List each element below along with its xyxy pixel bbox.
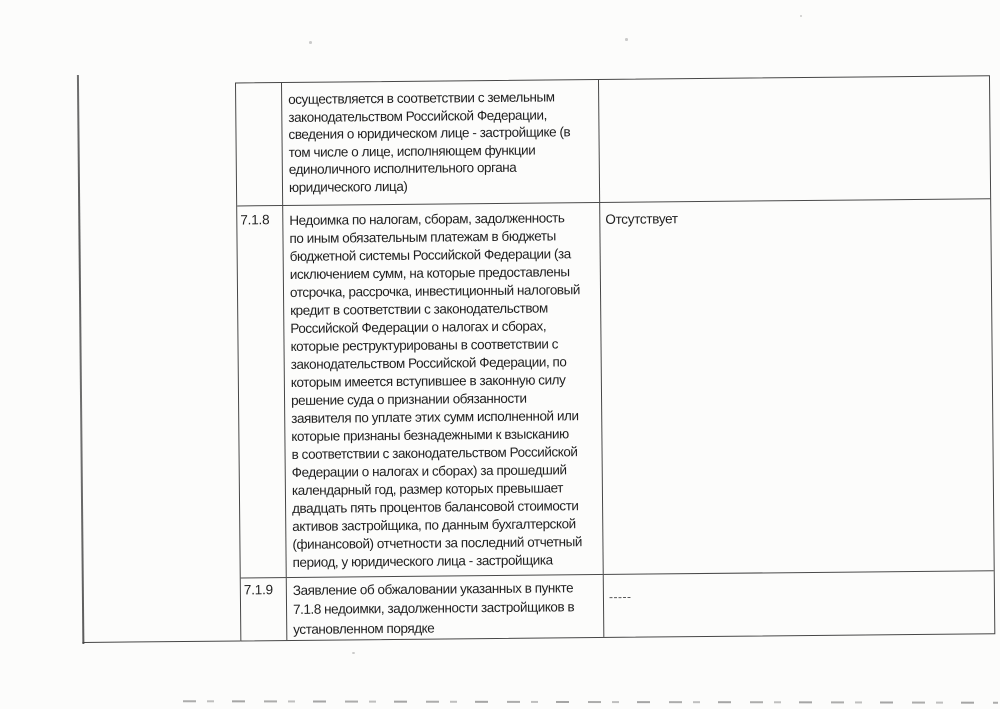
scan-speck — [625, 38, 628, 41]
table-grid — [235, 75, 995, 641]
row-number-cell — [236, 83, 283, 205]
row-text-cell: Заявление об обжаловании указанных в пункте 7.1.8 недоимки, задолженности застройщиков в установленном порядке — [287, 575, 605, 640]
scan-speck — [800, 15, 802, 17]
row-status-cell: ----- — [608, 589, 632, 604]
row-status-cell: Отсутствует — [605, 211, 678, 227]
table-row-7-1-8 — [237, 199, 994, 578]
row-status-cell — [599, 76, 990, 202]
row-text-cell: осуществляется в соответствии с земельным законодательством Российской Федерации, сведения о юридическом лице - застройщике (в том числе о лице, исполняющем функции единоличного исполнительного органа юридического лица) — [282, 80, 600, 205]
scan-artifact-line — [183, 700, 998, 704]
row-number-cell: 7.1.9 — [241, 578, 288, 640]
table-row-7-1-9 — [241, 571, 995, 640]
scan-speck — [309, 41, 312, 44]
scan-speck — [352, 652, 355, 654]
document-table — [77, 75, 995, 643]
row-number-cell: 7.1.8 — [237, 206, 287, 577]
row-text-cell: Недоимка по налогам, сборам, задолженность по иным обязательным платежам в бюджеты бюджетной системы Российской Федерации (за исключением сумм, на которые предоставлены отсрочка, рассрочка, инвестиционный налоговый кредит в соответствии с законодательством Российской Федерации о налогах и сборах, которые реструктурированы в соответствии с законодательством Российской Федерации, по которым имеется вступившее в законную силу решение суда о признании обязанности заявителя по уплате этих сумм исполненной или которые признаны безнадежными к взысканию в соответствии с законодательством Российской Федерации о налогах и сборах) за прошедший календарный год, размер которых превышает двадцать пять процентов балансовой стоимости активов застройщика, по данным бухгалтерской (финансовой) отчетности за последний отчетный период, у юридического лица - застройщика — [283, 203, 604, 577]
table-row-continuation — [236, 76, 990, 206]
left-empty-column — [77, 82, 240, 642]
